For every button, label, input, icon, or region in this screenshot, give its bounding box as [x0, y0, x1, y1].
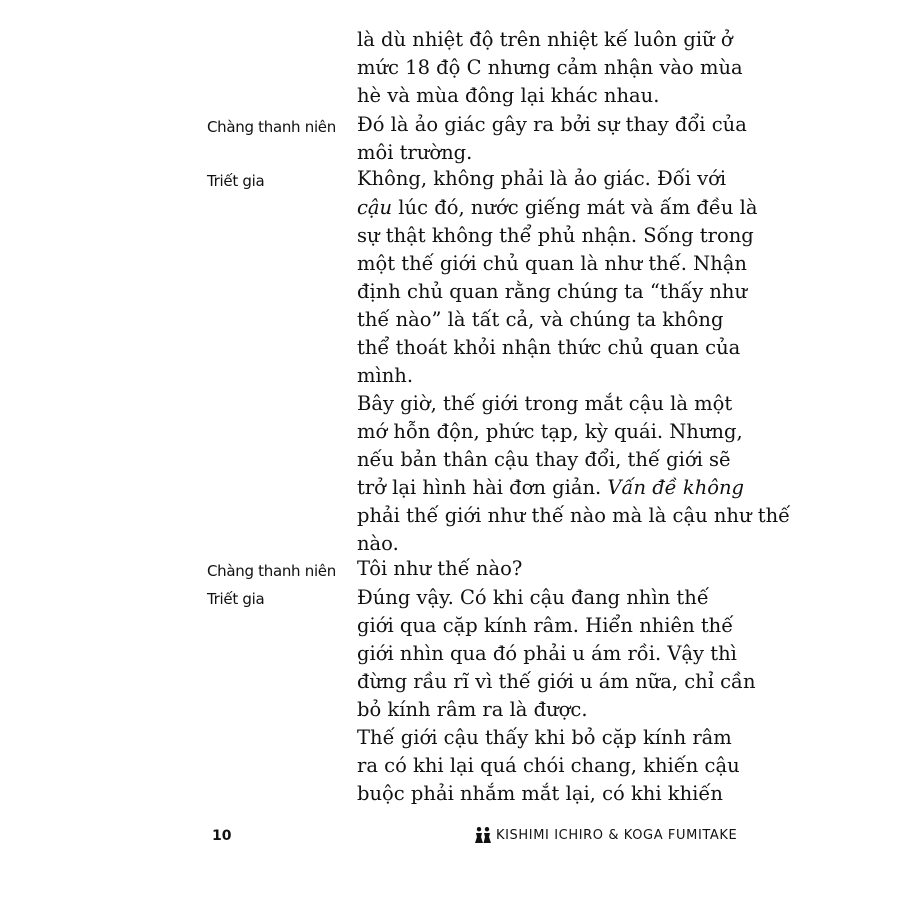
text-line: giới nhìn qua đó phải u ám rồi. Vậy thì	[357, 642, 737, 665]
text-line: bỏ kính râm ra là được.	[357, 698, 588, 721]
two-figures-icon	[474, 826, 492, 844]
text-line: sự thật không thể phủ nhận. Sống trong	[357, 224, 754, 247]
text-line: thế nào” là tất cả, và chúng ta không	[357, 308, 724, 331]
text-line: mức 18 độ C nhưng cảm nhận vào mùa	[357, 56, 743, 79]
speaker-label-philosopher: Triết gia	[207, 172, 265, 190]
text-line: mớ hỗn độn, phức tạp, kỳ quái. Nhưng,	[357, 420, 743, 443]
text-line: giới qua cặp kính râm. Hiển nhiên thế	[357, 614, 734, 637]
page-number: 10	[212, 828, 232, 844]
text-line: mình.	[357, 364, 414, 387]
text-line	[357, 195, 758, 221]
text-line: hè và mùa đông lại khác nhau.	[357, 84, 660, 107]
text-span: lúc đó, nước giếng mát và ấm đều là	[392, 196, 758, 219]
text-line: là dù nhiệt độ trên nhiệt kế luôn giữ ở	[357, 28, 733, 51]
text-line: Thế giới cậu thấy khi bỏ cặp kính râm	[357, 726, 732, 749]
text-line-italic: nào.	[357, 532, 399, 555]
text-span: trở lại hình hài đơn giản.	[357, 476, 608, 499]
text-line: Không, không phải là ảo giác. Đối với	[357, 167, 727, 190]
text-line	[357, 475, 745, 501]
text-line: Đúng vậy. Có khi cậu đang nhìn thế	[357, 586, 709, 609]
text-line: Bây giờ, thế giới trong mắt cậu là một	[357, 392, 733, 415]
italic-text: Vấn đề không	[607, 476, 745, 499]
text-line: buộc phải nhắm mắt lại, có khi khiến	[357, 782, 723, 805]
text-line: một thế giới chủ quan là như thế. Nhận	[357, 252, 747, 275]
speaker-label-young-man: Chàng thanh niên	[207, 118, 336, 136]
text-line: định chủ quan rằng chúng ta “thấy như	[357, 280, 748, 303]
text-line: đừng rầu rĩ vì thế giới u ám nữa, chỉ cần	[357, 670, 756, 693]
text-line: Đó là ảo giác gây ra bởi sự thay đổi của	[357, 113, 747, 136]
text-line: ra có khi lại quá chói chang, khiến cậu	[357, 754, 740, 777]
text-line: Tôi như thế nào?	[357, 557, 523, 580]
text-line: thể thoát khỏi nhận thức chủ quan của	[357, 336, 741, 359]
text-line: nếu bản thân cậu thay đổi, thế giới sẽ	[357, 448, 731, 471]
speaker-label-young-man: Chàng thanh niên	[207, 562, 336, 580]
speaker-label-philosopher: Triết gia	[207, 590, 265, 608]
italic-text: cậu	[357, 196, 393, 219]
text-line-italic: phải thế giới như thế nào mà là cậu như thế	[357, 504, 791, 527]
footer-author-line: KISHIMI ICHIRO & KOGA FUMITAKE	[496, 828, 738, 843]
text-line: môi trường.	[357, 141, 473, 164]
